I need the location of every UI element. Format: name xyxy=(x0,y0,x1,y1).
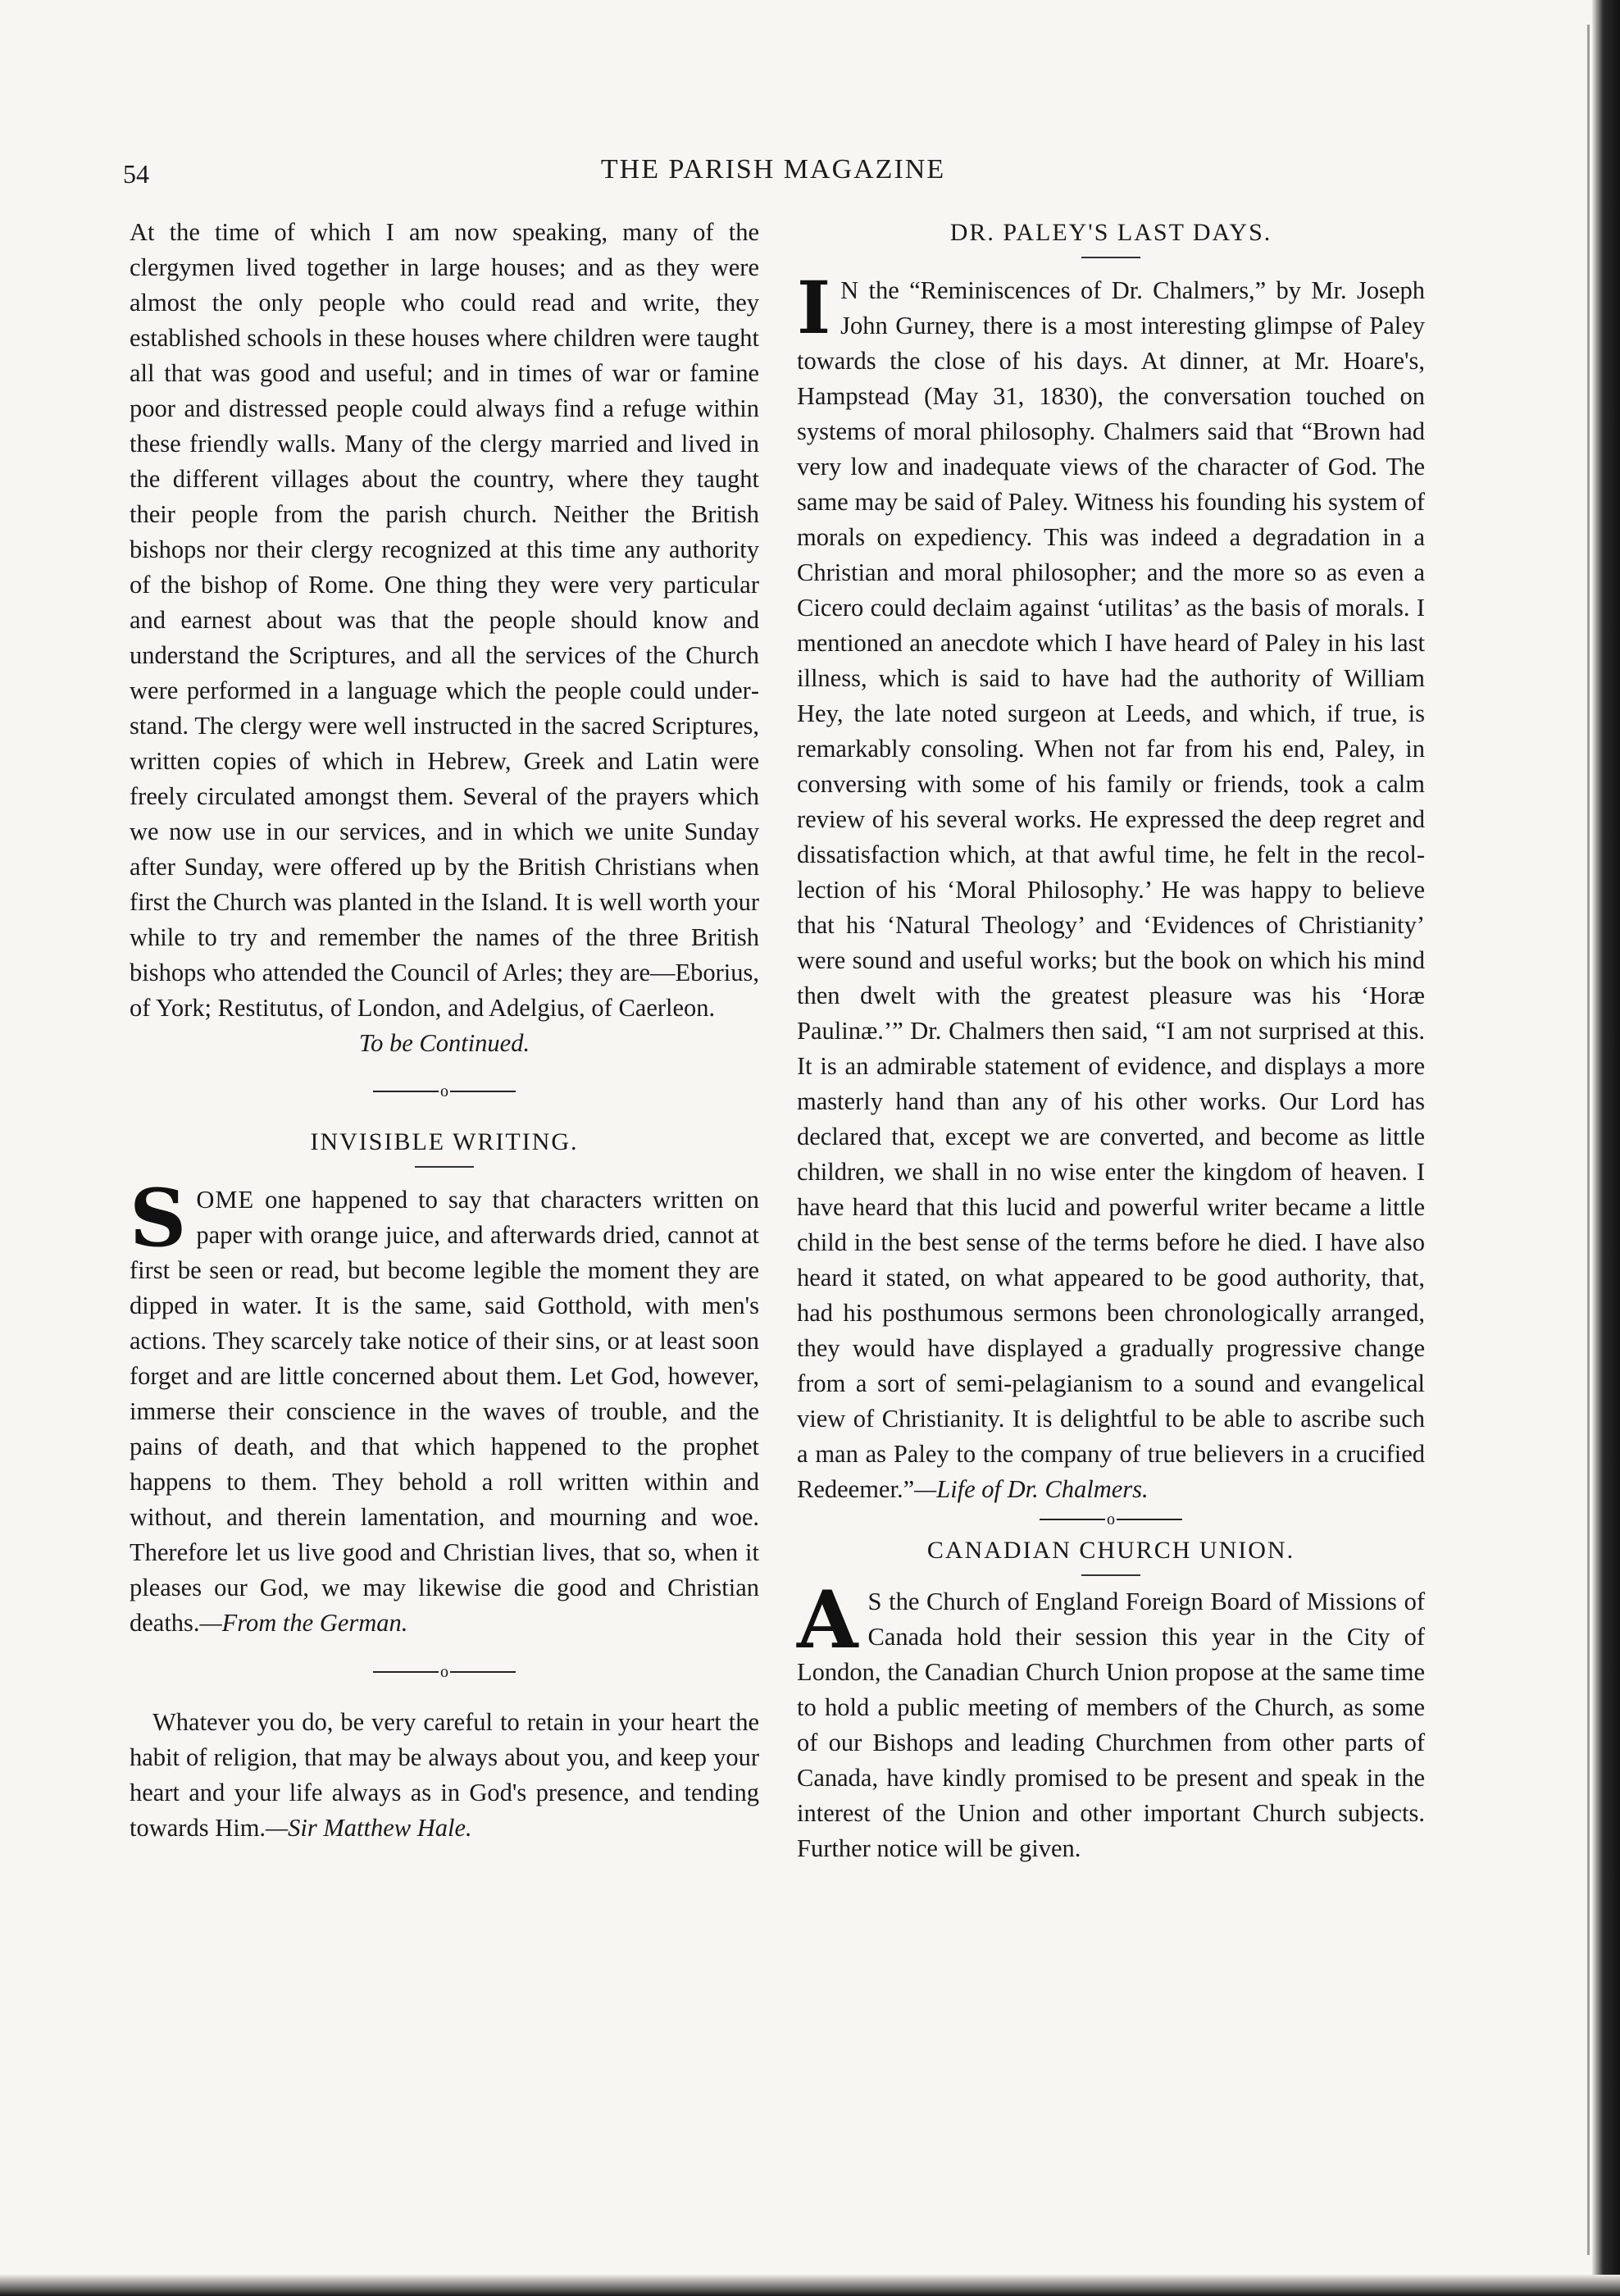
hale-quote xyxy=(130,1705,759,1846)
heading-rule xyxy=(1081,257,1140,258)
article-source: —Life of Dr. Chalmers. xyxy=(914,1475,1149,1503)
article-heading: DR. PALEY'S LAST DAYS. xyxy=(949,219,1272,246)
to-be-continued: To be Continued. xyxy=(358,1029,530,1057)
invisible-writing-article xyxy=(130,1124,759,1641)
article-body xyxy=(130,1172,759,1641)
section-separator: o xyxy=(797,1510,1425,1528)
scan-edge-bottom xyxy=(0,2275,1620,2296)
article-text: one happened to say that characters written on paper with orange juice, and afterwards dried, cannot at first be seen or read, but become legible the moment they are dipped in water. It is the same, said Gotthold, with men's actions. They scarcely take notice of their sins, or at least soon forget and are little concerned about them. Let God, however, immerse their conscience in the waves of trouble, and the pains of death, and that which happened to the prophet happens to them. They behold a roll written within and without, and therein lamentation, and mourning and woe. Therefore let us live good and Christian lives, that so, when it pleases our God, we may likewise die good and Christian deaths. xyxy=(130,1186,759,1638)
page-fold-shadow xyxy=(1587,25,1590,2255)
article-heading: INVISIBLE WRITING. xyxy=(310,1128,579,1156)
article-heading: CANADIAN CHURCH UNION. xyxy=(926,1537,1295,1565)
section-separator: o xyxy=(130,1082,759,1100)
magazine-title: THE PARISH MAGAZINE xyxy=(600,154,946,184)
drop-cap: A xyxy=(797,1574,858,1667)
page-number: 54 xyxy=(123,159,149,189)
lead-word: OME xyxy=(196,1186,255,1214)
heading-rule xyxy=(1081,1574,1140,1576)
article-text: S the Church of England Foreign Board of Missions of Canada hold their session this year in the City of London, the Canadian Church Union propose at the same time to hold a public meeting of members of the Church, as some of our Bishops and leading Churchmen from other parts of Canada, have kindly promised to be present and speak in the interest of the Union and other important Church subjects. Further notice will be given. xyxy=(797,1588,1425,1863)
scan-edge-right xyxy=(1592,0,1620,2296)
heading-rule xyxy=(415,1166,474,1168)
paley-article xyxy=(797,215,1425,1507)
article-body xyxy=(797,1574,1425,1866)
continued-article-text: At the time of which I am now speaking, many of the clergymen lived together in large houses; and as they were almost the only people who could read and write, they established schools in these houses where children were taught all that was good and useful; and in times of war or famine poor and distressed people could always find a refuge within these friendly walls. Many of the clergy married and lived in the different villages about the country, where they taught their people from the parish church. Neither the British bishops nor their clergy recognized at this time any authority of the bishop of Rome. One thing they were very particular and earnest about was that the people should know and understand the Scriptures, and all the services of the Church were performed in a language which the people could understand. The clergy were well instructed in the sacred Scriptures, written copies of which in Hebrew, Greek and Latin were freely circulated amongst them. Several of the prayers which we now use in our services, and in which we unite Sunday after Sunday, were offered up by the British Christians when first the Church was planted in the Island. It is well worth your while to try and remember the names of the three British bishops who attended the Council of Arles; they are—Eborius, of York; Restitutus, of London, and Adelgius, of Caerleon. xyxy=(130,218,759,1022)
right-column xyxy=(797,215,1425,1866)
quote-text: Whatever you do, be very careful to retain in your heart the habit of religion, that may be always about you, and keep your heart and your life always as in God's presence, and tending towards Him. xyxy=(130,1707,759,1842)
quote-source: —Sir Matthew Hale. xyxy=(266,1813,472,1842)
drop-cap: I xyxy=(797,265,831,350)
section-separator: o xyxy=(130,1662,759,1679)
page-header xyxy=(123,148,1423,197)
canadian-article xyxy=(797,1533,1425,1866)
article-body xyxy=(797,265,1425,1507)
article-text: N the “Reminiscences of Dr. Chalmers,” by Mr. Joseph John Gurney, there is a most interesting glimpse of Paley towards the close of his days. At dinner, at Mr. Hoare's, Hampstead (May 31, 1830), the conversation touched on systems of moral philosophy. Chalmers said that “Brown had very low and inadequate views of the character of God. The same may be said of Paley. Witness his founding his system of morals on expediency. This was indeed a degradation in a Christian and moral philosopher; and the more so as even a Cicero could declaim against ‘utilitas’ as the basis of morals. I mentioned an anecdote which I have heard of Paley in his last illness, which is said to have had the authority of William Hey, the late noted surgeon at Leeds, and which, if true, is remarkably consoling. When not far from his end, Paley, in conversing with some of his family or friends, took a calm review of his several works. He expressed the deep regret and dissatisfaction which, at that awful time, he felt in the recollection of his ‘Moral Philosophy.’ He was happy to believe that his ‘Natural Theology’ and ‘Evidences of Christianity’ were sound and useful works; but the book on which his mind then dwelt with the greatest pleasure was his ‘Horæ Paulinæ.’” Dr. Chalmers then said, “I am not surprised at this. It is an admirable statement of evidence, and displays a more masterly hand than any of his other works. Our Lord has declared that, except we are converted, and become as little children, we shall in no wise enter the kingdom of heaven. I have heard that this lucid and powerful writer became a little child in the best sense of the terms before he died. I have also heard it stated, on what appeared to be good authority, that, had his posthumous sermons been chronologically arranged, they would have displayed a gradually progressive change from a sort of semi-pelagianism to a sound and evangelical view of Christianity. It is delightful to be able to ascribe such a man as Paley to the company of true believers in a crucified Redeemer.” xyxy=(797,276,1425,1503)
article-source: —From the German. xyxy=(199,1609,408,1638)
left-column xyxy=(130,215,759,1846)
drop-cap: S xyxy=(130,1172,187,1265)
